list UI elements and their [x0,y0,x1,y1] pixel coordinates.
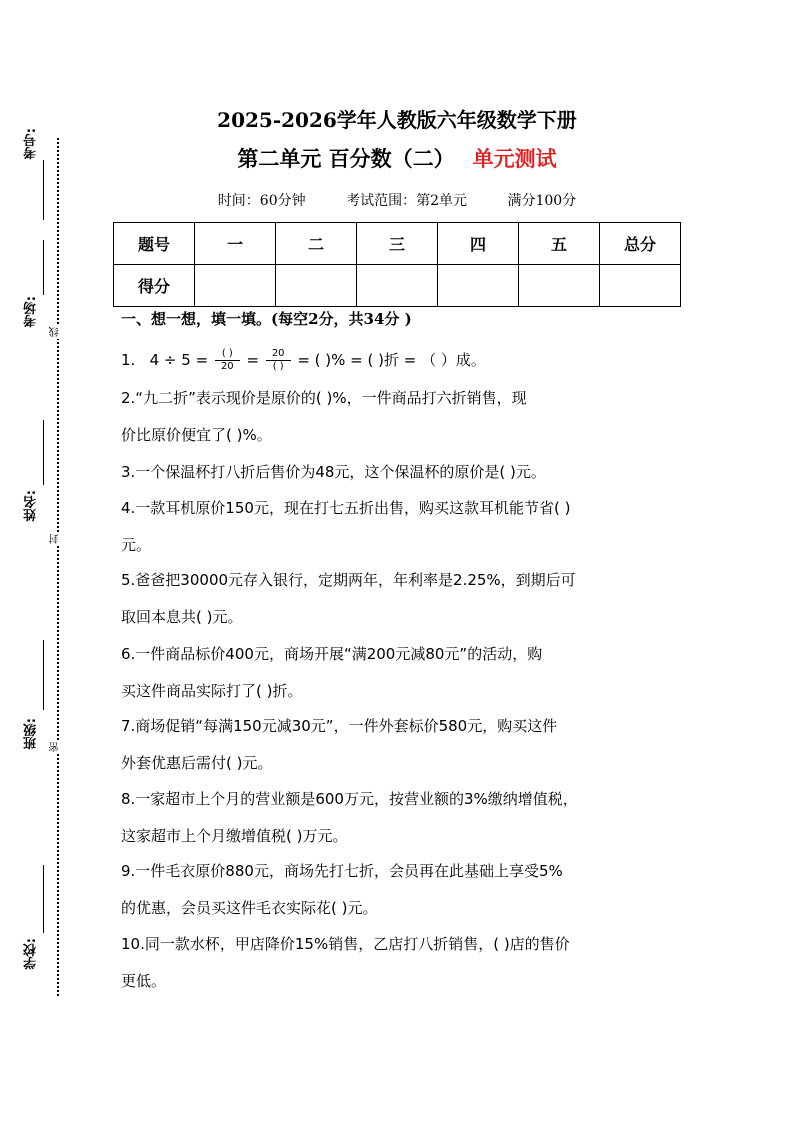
school-label: 学校: [24,938,39,970]
score-cell-header: 四 [438,223,519,265]
binding-word-xian: 线 [50,327,61,337]
section-1-title: 一、想一想，填一填。(每空2分，共34分 ) [121,310,412,328]
subtitle-red: 单元测试 [472,146,557,171]
question-5 [121,562,686,636]
question-line: 10.同一款水杯，甲店降价15%销售，乙店打八折销售，( )店的售价 [121,935,570,953]
question-line: 元。 [121,536,152,554]
exam-room-line [43,240,44,295]
score-cell-header: 三 [357,223,438,265]
question-3 [121,454,686,491]
score-cell-header: 五 [519,223,600,265]
fraction-1-denominator: 20 [220,361,234,372]
exam-number-label: 考号: [24,128,39,160]
question-line: 取回本息共( )元。 [121,608,243,626]
question-7 [121,708,686,782]
score-input-cell[interactable] [276,265,357,307]
question-line: 3.一个保温杯打八折后售价为48元，这个保温杯的原价是( )元。 [121,463,546,481]
exam-time: 时间：60分钟 [217,193,306,209]
question-line: 9.一件毛衣原价880元，商场先打七折，会员再在此基础上享受5% [121,862,563,880]
page-title: 2025-2026学年人教版六年级数学下册 [217,108,577,132]
question-1 [121,342,686,379]
page-subtitle [0,143,794,173]
score-input-cell[interactable] [600,265,681,307]
question-1-number: 1. [121,351,136,369]
question-1-suffix: = ( )% = ( )折 = （ ）成。 [297,351,486,369]
score-row-label: 得分 [114,265,195,307]
equals-sign: = [246,351,260,369]
score-cell-header: 题号 [114,223,195,265]
question-4 [121,490,686,564]
question-line: 价比原价便宜了( )%。 [121,426,272,444]
question-line: 买这件商品实际打了( )折。 [121,682,303,700]
question-line: 外套优惠后需付( )元。 [121,754,273,772]
question-line: 2.“九二折”表示现价是原价的( )%，一件商品打六折销售，现 [121,389,527,407]
score-table [113,222,681,307]
fraction-2-denominator: ( ) [272,361,284,372]
question-9 [121,853,686,927]
class-label: 班级: [24,718,39,750]
binding-word-mi: 密 [50,742,61,752]
question-line: 5.爸爸把30000元存入银行，定期两年，年利率是2.25%，到期后可 [121,571,576,589]
class-line [43,640,44,710]
fraction-1-numerator: ( ) [215,348,240,361]
question-8 [121,781,686,855]
score-table-header-row [114,223,681,265]
name-label: 姓名: [24,490,39,522]
score-cell-header: 总分 [600,223,681,265]
school-line [43,865,44,933]
question-2 [121,380,686,454]
score-input-cell[interactable] [438,265,519,307]
fraction-2-numerator: 20 [266,348,291,361]
exam-scope: 考试范围：第2单元 [346,193,467,209]
exam-info [0,190,794,210]
score-input-cell[interactable] [519,265,600,307]
question-line: 6.一件商品标价400元，商场开展“满200元减80元”的活动，购 [121,645,543,663]
question-line: 的优惠，会员买这件毛衣实际花( )元。 [121,899,378,917]
question-1-prefix: 4 ÷ 5 = [149,351,209,369]
question-6 [121,636,686,710]
fraction-2 [266,348,291,373]
score-input-cell[interactable] [357,265,438,307]
binding-dotted-line [57,138,59,996]
name-line [43,420,44,485]
exam-full-score: 满分100分 [507,193,577,209]
question-line: 这家超市上个月缴增值税( )万元。 [121,827,348,845]
score-cell-header: 一 [195,223,276,265]
exam-room-label: 考场: [24,296,39,328]
subtitle-main: 第二单元 百分数（二） [237,146,455,171]
binding-word-feng: 封 [50,534,61,544]
score-table-score-row [114,265,681,307]
score-cell-header: 二 [276,223,357,265]
question-line: 7.商场促销“每满150元减30元”，一件外套标价580元，购买这件 [121,717,558,735]
fraction-1 [215,348,240,373]
question-line: 8.一家超市上个月的营业额是600万元，按营业额的3%缴纳增值税， [121,790,578,808]
score-input-cell[interactable] [195,265,276,307]
question-10 [121,926,686,1000]
question-line: 更低。 [121,972,167,990]
question-line: 4.一款耳机原价150元，现在打七五折出售，购买这款耳机能节省( ) [121,499,571,517]
